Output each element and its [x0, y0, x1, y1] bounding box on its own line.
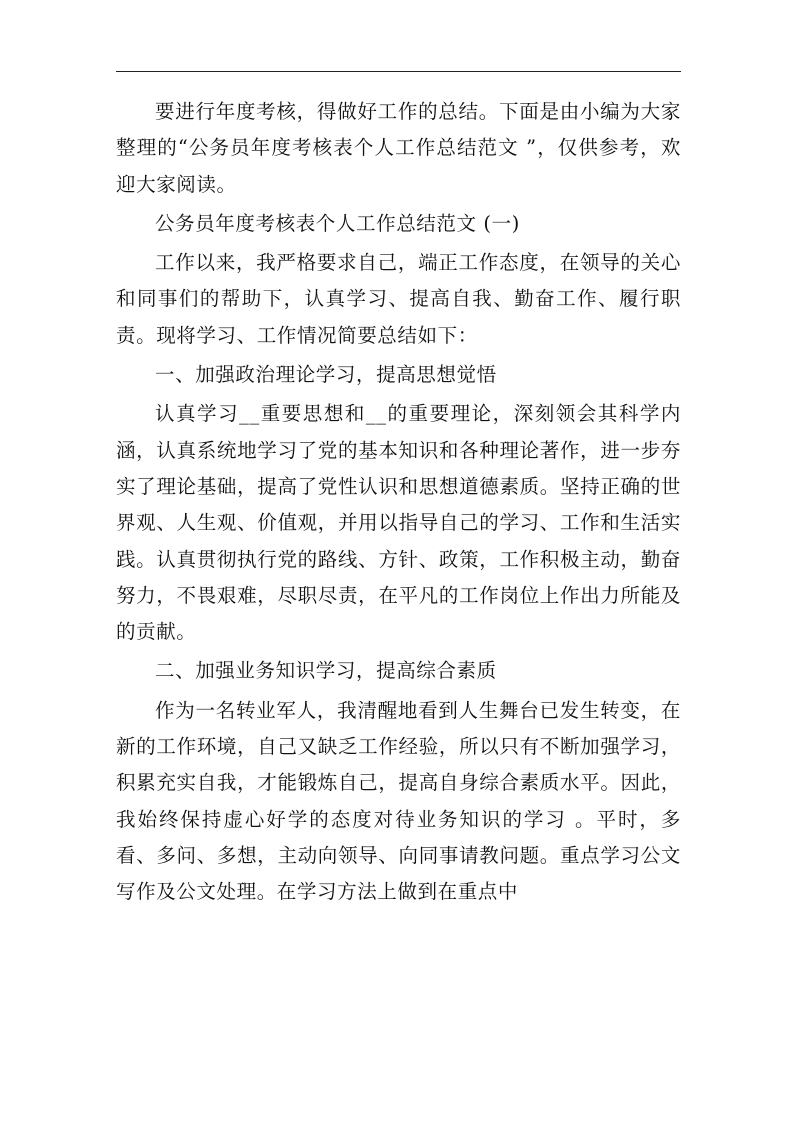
header-rule	[116, 71, 681, 72]
section-1-heading: 一、加强政治理论学习，提高思想觉悟	[155, 363, 497, 387]
section-2-paragraph: 作为一名转业军人，我清醒地看到人生舞台已发生转变，在新的工作环境，自己又缺乏工作经验，所以只有不断加强学习，积累充实自我，才能锻炼自己，提高自身综合素质水平。因此，我始终保持虚心好学的态度对待业务知识的学习 。平时，多看、多问、多想，主动向领导、向同事请教问题。重点学习公文写作及公文处理。在学习方法上做到在重点中	[116, 698, 681, 904]
document-title: 公务员年度考核表个人工作总结范文 (一)	[155, 211, 520, 235]
section-1-paragraph: 认真学习__重要思想和__的重要理论，深刻领会其科学内涵，认真系统地学习了党的基本知识和各种理论著作，进一步夯实了理论基础，提高了党性认识和思想道德素质。坚持正确的世界观、人生观、价值观，并用以指导自己的学习、工作和生活实践。认真贯彻执行党的路线、方针、政策，工作积极主动，勤奋努力，不畏艰难，尽职尽责，在平凡的工作岗位上作出力所能及的贡献。	[116, 402, 681, 644]
document-body	[116, 94, 681, 911]
intro-paragraph: 要进行年度考核，得做好工作的总结。下面是由小编为大家整理的“公务员年度考核表个人工作总结范文 ”，仅供参考，欢迎大家阅读。	[116, 100, 681, 196]
section-2-heading: 二、加强业务知识学习，提高综合素质	[155, 659, 497, 683]
opening-paragraph: 工作以来，我严格要求自己，端正工作态度，在领导的关心和同事们的帮助下，认真学习、提高自我、勤奋工作、履行职责。现将学习、工作情况简要总结如下：	[116, 251, 681, 347]
